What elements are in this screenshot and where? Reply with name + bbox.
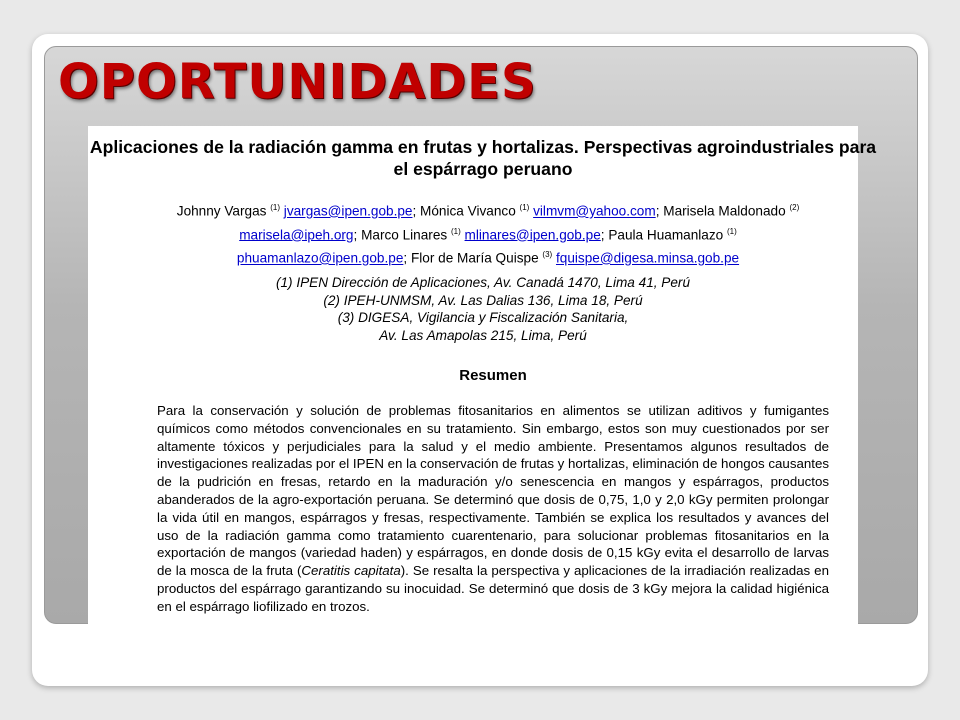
author-name: Mónica Vivanco: [420, 203, 516, 219]
abstract-text: Para la conservación y solución de problemas fitosanitarios en alimentos se utilizan aditivos y fumigantes químicos como métodos convencionales en su tratamiento. Sin embargo, estos son muy cuestionados por ser altamente tóxicos y perjudiciales para la salud y el medio ambiente. Presentamos algunos resultados de investigaciones realizadas por el IPEN en la conservación de frutas y hortalizas, eliminación de hongos causantes de la pudrición en fresas, retardo en la maduración y/o senescencia en mangos y espárragos, productos abanderados de la agro-exportación peruana. Se determinó que dosis de 0,75, 1,0 y 2,0 kGy permiten prolongar la vida útil en mangos, espárragos y fresas, respectivamente. También se explica los resultados y avances del uso de la radiación gamma como tratamiento cuarentenario, para solucionar problemas fitosanitarios en la exportación de mangos (variedad haden) y espárragos, en donde dosis de 0,15 kGy evita el desarrollo de larvas de la mosca de la fruta (: [157, 403, 829, 579]
author-list: Johnny Vargas $^{(1)}$ jvargas@ipen.gob.pe; Mónica Vivanco $^{(1)}$ vilmvm@yahoo.com; Marisela Maldonado $^{(2)}$ marisela@ipeh.org; Marco Linares $^{(1)}$ mlinares@ipen.gob.pe; Paula Huamanlazo $^{(1)}$ phuamanlazo@ipen.gob.pe; Flor de María Quispe $^{(3)}$ fquispe@digesa.minsa.gob.pe: [176, 203, 800, 266]
author-name: Johnny Vargas: [176, 203, 267, 219]
affiliation-line: (3) DIGESA, Vigilancia y Fiscalización Sanitaria,: [337, 310, 629, 325]
author-email-link[interactable]: mlinares@ipen.gob.pe: [464, 227, 601, 243]
author-email-link[interactable]: vilmvm@yahoo.com: [533, 203, 656, 219]
affiliation-line: (1) IPEN Dirección de Aplicaciones, Av. Canadá 1470, Lima 41, Perú: [275, 275, 691, 290]
abstract-body: [157, 402, 829, 616]
author-email-link[interactable]: phuamanlazo@ipen.gob.pe: [236, 250, 404, 266]
author-affiliation: (3): [542, 250, 553, 260]
abstract-heading: Resumen: [459, 367, 527, 384]
author-name: Marisela Maldonado: [663, 203, 786, 219]
author-affiliation: (1): [519, 203, 530, 212]
author-affiliation: (1): [727, 226, 737, 236]
author-email-link[interactable]: jvargas@ipen.gob.pe: [283, 203, 413, 219]
paper-excerpt: [88, 126, 877, 658]
author-name: Paula Huamanlazo: [608, 227, 724, 243]
slide-title: OPORTUNIDADES: [58, 54, 537, 110]
affiliation-line: (2) IPEH-UNMSM, Av. Las Dalias 136, Lima 18, Perú: [323, 292, 643, 308]
affiliation-line: Av. Las Amapolas 215, Lima, Perú: [379, 327, 587, 343]
author-email-link[interactable]: fquispe@digesa.minsa.gob.pe: [555, 250, 740, 266]
author-email-link[interactable]: marisela@ipeh.org: [239, 227, 354, 243]
author-affiliation: (1): [450, 226, 461, 236]
author-name: Flor de María Quispe: [410, 250, 539, 266]
species-name: Ceratitis capitata: [301, 563, 401, 579]
abstract-text: ). Se resalta la perspectiva y aplicaciones de la irradiación realizadas en productos del espárrago garantizando su inocuidad. Se determinó que dosis de 3 kGy mejora la calidad higiénica en el espárrago liofilizado en trozos.: [157, 563, 829, 614]
author-affiliation: (2): [789, 203, 800, 212]
affiliation-list: [148, 274, 818, 344]
paper-title: Aplicaciones de la radiación gamma en frutas y hortalizas. Perspectivas agroindustriales para el espárrago peruano: [89, 137, 877, 179]
author-name: Marco Linares: [361, 227, 448, 243]
author-affiliation: (1): [270, 203, 281, 212]
